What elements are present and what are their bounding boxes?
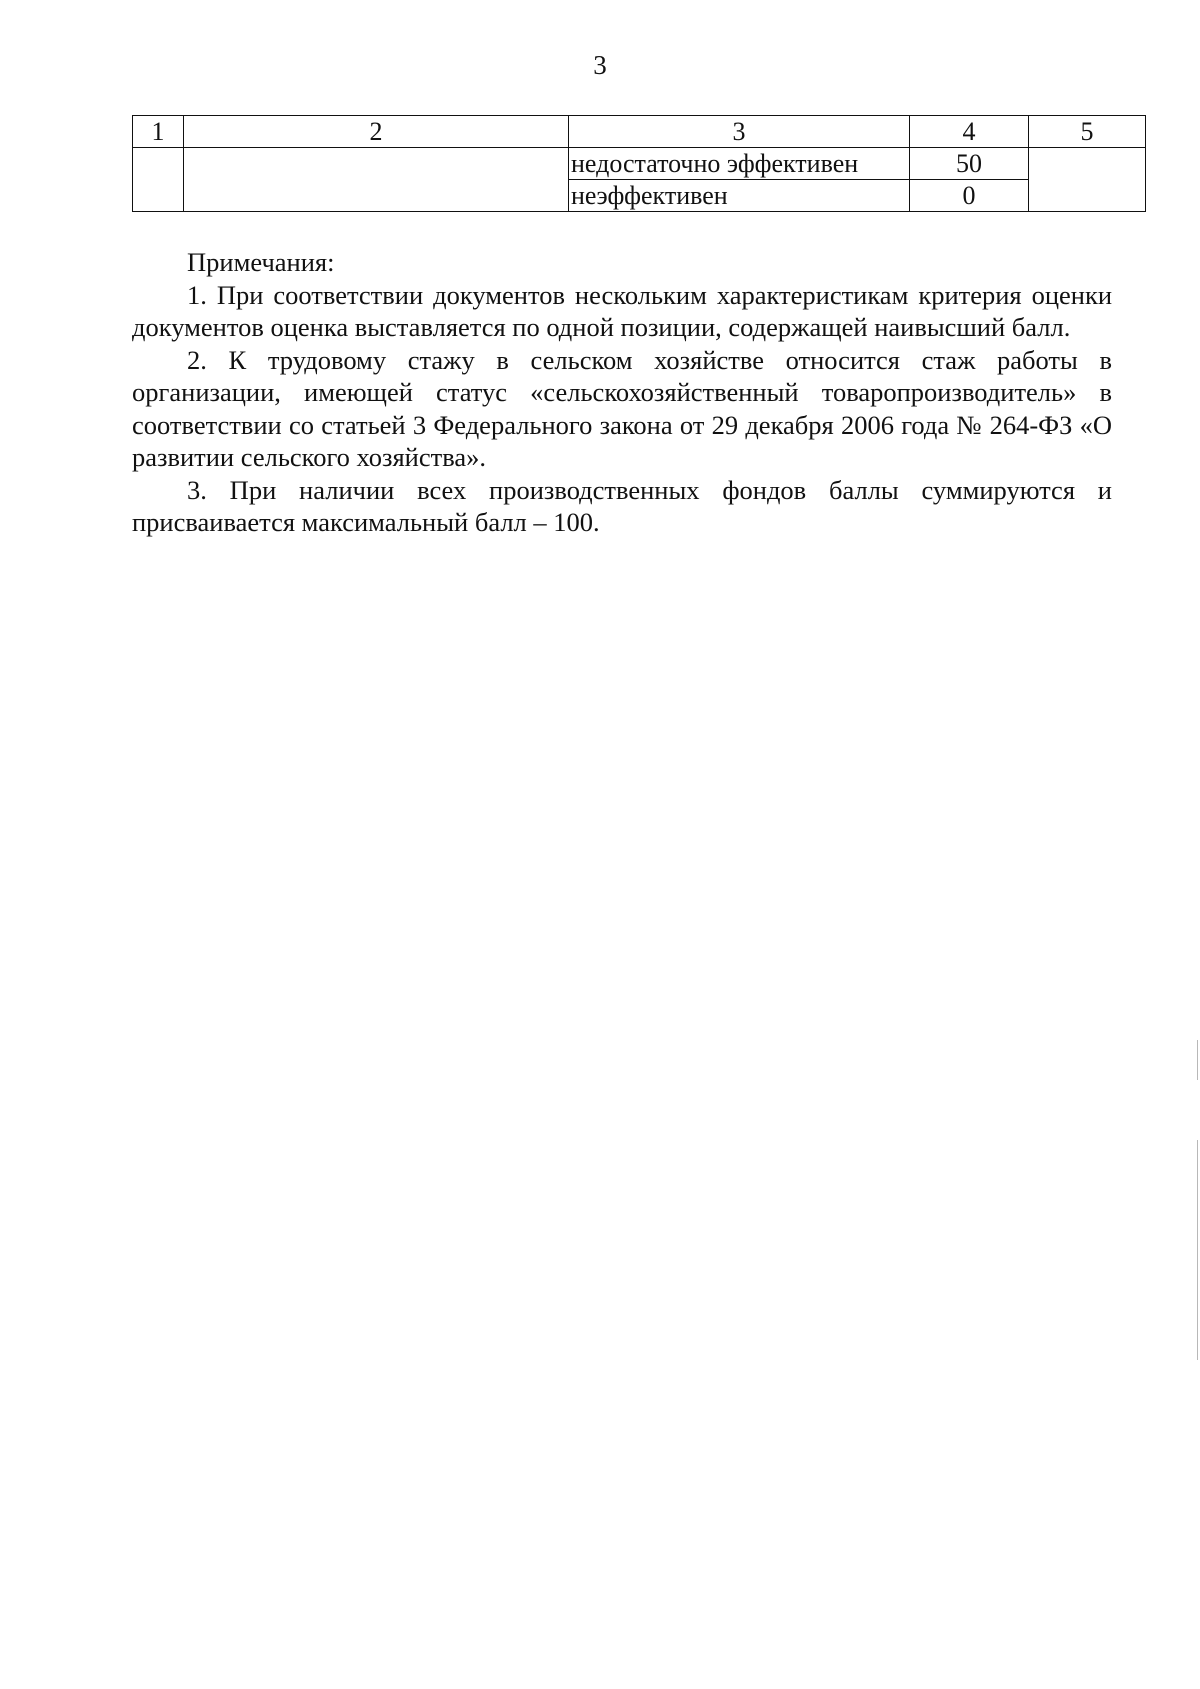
table-cell-empty	[184, 148, 569, 212]
table-header-row	[133, 116, 1146, 148]
scan-edge-mark	[1197, 1140, 1198, 1360]
table-header-cell: 4	[910, 116, 1029, 148]
table-row	[133, 148, 1146, 180]
table-header-cell: 1	[133, 116, 184, 148]
table-cell-description: недостаточно эффективен	[569, 148, 910, 180]
table-header-cell: 3	[569, 116, 910, 148]
note-item: 1. При соответствии документов нескольким характеристикам критерия оценки документов оценка выставляется по одной позиции, содержащей наивысший балл.	[132, 279, 1112, 342]
note-item: 2. К трудовому стажу в сельском хозяйстве относится стаж работы в организации, имеющей статус «сельскохозяйственный товаропроизводитель» в соответствии со статьей 3 Федерального закона от 29 декабря 2006 года № 264-ФЗ «О развитии сельского хозяйства».	[132, 344, 1112, 472]
notes-heading: Примечания:	[187, 247, 335, 277]
table-header-cell: 2	[184, 116, 569, 148]
table-header-cell: 5	[1029, 116, 1146, 148]
note-item: 3. При наличии всех производственных фондов баллы суммируются и присваивается максимальный балл – 100.	[132, 474, 1112, 537]
page-number: 3	[593, 50, 607, 80]
table-cell-empty	[133, 148, 184, 212]
table-cell-description: неэффективен	[569, 180, 910, 212]
table-cell-empty	[1029, 148, 1146, 212]
criteria-table	[132, 115, 1146, 212]
notes-section	[132, 246, 1112, 539]
scan-edge-mark	[1197, 1040, 1198, 1080]
table-cell-score: 0	[910, 180, 1029, 212]
table-cell-score: 50	[910, 148, 1029, 180]
